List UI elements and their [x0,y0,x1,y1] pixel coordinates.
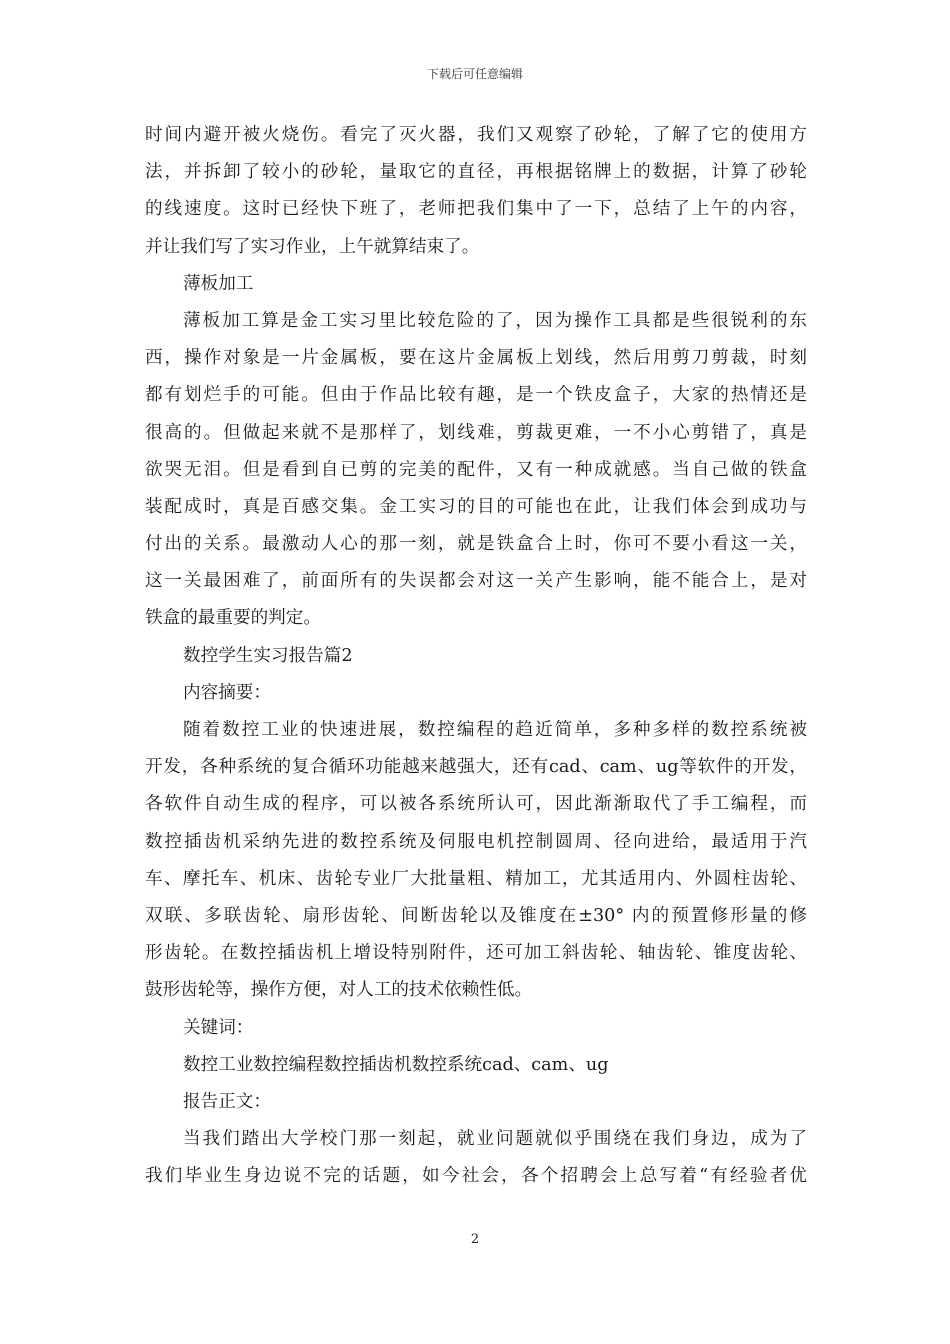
text-line: 的线速度。这时已经快下班了，老师把我们集中了一下，总结了上午的内容， [145,199,807,220]
text-line: 开发，各种系统的复合循环功能越来越强大，还有cad、cam、ug等软件的开发， [145,757,807,778]
text-line: 关键词： [183,1017,254,1038]
page-number: 2 [470,1232,480,1247]
text-line: 形齿轮。在数控插齿机上增设特别附件，还可加工斜齿轮、轴齿轮、锥度齿轮、 [145,943,807,964]
text-line: 报告正文： [183,1091,271,1112]
text-line: 西，操作对象是一片金属板，要在这片金属板上划线，然后用剪刀剪裁，时刻 [145,348,807,369]
document-body [145,117,807,1195]
text-line: 鼓形齿轮等，操作方便，对人工的技术依赖性低。 [145,980,533,1001]
text-line: 我们毕业生身边说不完的话题，如今社会，各个招聘会上总写着“有经验者优 [145,1166,807,1187]
text-line: 很高的。但做起来就不是那样了，划线难，剪裁更难，一不小心剪错了，真是 [145,422,807,443]
text-line: 数控学生实习报告篇2 [183,645,353,666]
text-line: 随着数控工业的快速进展，数控编程的趋近简单，多种多样的数控系统被 [183,720,807,740]
text-line: 数控插齿机采纳先进的数控系统及伺服电机控制圆周、径向进给，最适用于汽 [145,831,807,852]
text-line: 法，并拆卸了较小的砂轮，量取它的直径，再根据铭牌上的数据，计算了砂轮 [145,162,807,183]
text-line: 薄板加工算是金工实习里比较危险的了，因为操作工具都是些很锐利的东 [183,310,807,331]
text-line: 车、摩托车、机床、齿轮专业厂大批量粗、精加工，尤其适用内、外圆柱齿轮、 [145,868,807,889]
text-line: 欲哭无泪。但是看到自已剪的完美的配件，又有一种成就感。当自己做的铁盒 [145,459,807,480]
text-line: 并让我们写了实习作业，上午就算结束了。 [145,236,480,257]
text-line: 装配成时，真是百感交集。金工实习的目的可能也在此，让我们体会到成功与 [145,496,807,517]
text-line: 各软件自动生成的程序，可以被各系统所认可，因此渐渐取代了手工编程，而 [145,794,807,815]
page-header: 下载后可任意编辑 [426,67,523,81]
text-line: 铁盒的最重要的判定。 [145,608,321,629]
text-line: 都有划烂手的可能。但由于作品比较有趣，是一个铁皮盒子，大家的热情还是 [145,385,807,406]
text-line: 当我们踏出大学校门那一刻起，就业问题就似乎围绕在我们身边，成为了 [183,1129,807,1150]
text-line: 付出的关系。最激动人心的那一刻，就是铁盒合上时，你可不要小看这一关， [145,534,807,555]
text-line: 薄板加工 [183,273,254,294]
text-line: 数控工业数控编程数控插齿机数控系统cad、cam、ug [183,1054,609,1075]
text-line: 时间内避开被火烧伤。看完了灭火器，我们又观察了砂轮，了解了它的使用方 [145,125,807,145]
text-line: 内容摘要： [183,682,271,703]
text-line: 这一关最困难了，前面所有的失误都会对这一关产生影响，能不能合上，是对 [145,571,807,592]
text-line: 双联、多联齿轮、扇形齿轮、间断齿轮以及锥度在±30° 内的预置修形量的修 [145,905,807,926]
